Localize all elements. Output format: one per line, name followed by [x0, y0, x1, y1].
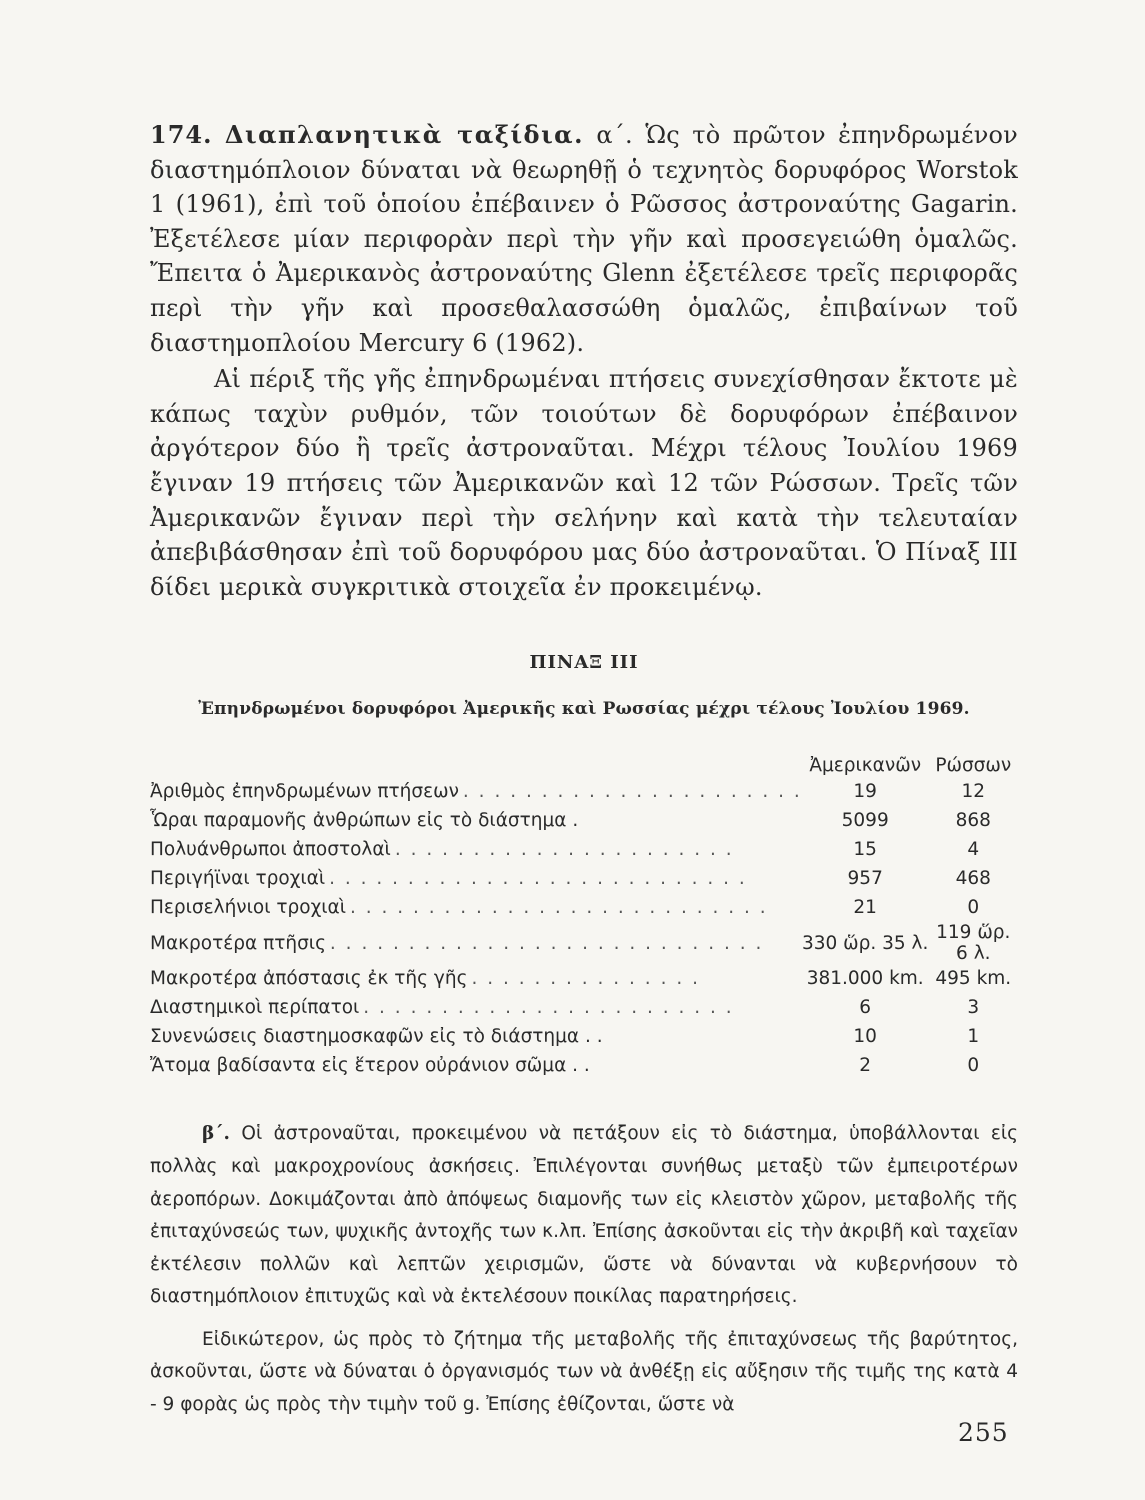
row-label: Ὧραι παραμονῆς ἀνθρώπων εἰς τὸ διάστημα .: [150, 810, 582, 831]
header-label-column: [150, 741, 802, 777]
table-row: [150, 993, 1018, 1022]
row-value-russians: 3: [967, 997, 980, 1019]
table-title: ΠΙΝΑΞ III: [529, 652, 639, 674]
row-label: Συνενώσεις διαστημοσκαφῶν εἰς τὸ διάστημα . .: [150, 1026, 607, 1047]
table-row: [150, 864, 1018, 893]
leader-dots: . . . . . . . . . . . . . . . . . . . . . .: [462, 781, 802, 803]
leader-dots: . . . . . . . . . . . . . . . . . . . . . . . . . . . .: [329, 932, 764, 954]
leader-dots: . . . . . . . . . . . . . . .: [471, 968, 700, 990]
section-174-paragraph-2: Αἱ πέριξ τῆς γῆς ἐπηνδρωμέναι πτήσεις συνεχίσθησαν ἔκτοτε μὲ κάπως ταχὺν ρυθμόν, τῶν τοιούτων δὲ δορυφόρων ἐπέβαινον ἀργότερον δύο ἢ τρεῖς ἀστροναῦται. Μέχρι τέλους Ἰουλίου 1969 ἔγιναν 19 πτήσεις τῶν Ἀμερικανῶν καὶ 12 τῶν Ρώσσων. Τρεῖς τῶν Ἀμερικανῶν ἔγιναν περὶ τὴν σελήνην καὶ κατὰ τὴν τελευταίαν ἀπεβιβάσθησαν ἐπὶ τοῦ δορυφόρου μας δύο ἀστροναῦται. Ὁ Πίναξ ΙΙΙ δίδει μερικὰ συγκριτικὰ στοιχεῖα ἐν προκειμένῳ.: [150, 365, 1018, 601]
row-label: Μακροτέρα ἀπόστασις ἐκ τῆς γῆς: [150, 968, 471, 989]
row-value-americans: 5099: [841, 810, 889, 832]
page-number: 255: [958, 1418, 1009, 1447]
leader-dots: . . . . . . . . . . . . . . . . . . . . . . . . . . .: [329, 868, 747, 890]
row-value-americans: 21: [853, 897, 877, 919]
section-title: Διαπλανητικὰ ταξίδια.: [224, 120, 585, 149]
comparison-table: [150, 741, 1018, 1080]
row-value-russians: 1: [967, 1026, 980, 1048]
subsection-paragraph-2: Εἰδικώτερον, ὡς πρὸς τὸ ζήτημα τῆς μεταβολῆς τῆς ἐπιταχύνσεως τῆς βαρύτητος, ἀσκοῦνται, ὥστε νὰ δύναται ὁ ὀργανισμός των νὰ ἀνθέξῃ εἰς αὔξησιν τῆς τιμῆς της κατὰ 4 - 9 φορὰς ὡς πρὸς τὴν τιμὴν τοῦ g. Ἐπίσης ἐθίζονται, ὥστε νὰ: [150, 1328, 1018, 1416]
page-content: [150, 118, 1018, 1422]
row-label: Περιγήϊναι τροχιαὶ: [150, 868, 329, 889]
row-value-americans: 2: [859, 1055, 872, 1077]
row-value-russians: 495 km.: [935, 968, 1012, 990]
table-caption: Ἐπηνδρωμένοι δορυφόροι Ἀμερικῆς καὶ Ρωσσίας μέχρι τέλους Ἰουλίου 1969.: [198, 699, 970, 720]
row-label: Ἄτομα βαδίσαντα εἰς ἕτερον οὐράνιον σῶμα . .: [150, 1055, 594, 1076]
header-russians: Ρώσσων: [935, 755, 1012, 777]
table-row: [150, 777, 1018, 806]
table-row: [150, 806, 1018, 835]
row-value-russians: 0: [967, 897, 980, 919]
section-paragraph-1-text: Ὡς τὸ πρῶτον ἐπηνδρωμένον διαστημόπλοιον δύναται νὰ θεωρηθῇ ὁ τεχνητὸς δορυφόρος Worstok 1 (1961), ἐπὶ τοῦ ὁποίου ἐπέβαινεν ὁ Ρῶσσος ἀστροναύτης Gagarin. Ἐξετέλεσε μίαν περιφορὰν περὶ τὴν γῆν καὶ προσεγειώθη ὁμαλῶς. Ἔπειτα ὁ Ἀμερικανὸς ἀστροναύτης Glenn ἐξετέλεσε τρεῖς περιφορᾶς περὶ τὴν γῆν καὶ προσεθαλασσώθη ὁμαλῶς, ἐπιβαίνων τοῦ διαστημοπλοίου Mercury 6 (1962).: [150, 121, 1018, 357]
section-number: 174.: [150, 120, 213, 149]
row-label: Μακροτέρα πτῆσις: [150, 933, 330, 954]
row-value-americans: 19: [853, 781, 877, 803]
row-value-americans: 957: [847, 868, 883, 890]
leader-dots: . . . . . . . . . . . . . . . . . . . . . . . .: [363, 997, 734, 1019]
subsection-label: β΄.: [202, 1123, 230, 1145]
table-row: [150, 893, 1018, 922]
section-174-paragraph-1: [150, 118, 1018, 360]
row-label: Διαστημικοὶ περίπατοι: [150, 997, 363, 1018]
row-value-americans: 6: [859, 997, 872, 1019]
row-value-americans: 15: [853, 839, 877, 861]
section-label: α΄.: [596, 121, 633, 149]
row-value-russians: 4: [967, 839, 980, 861]
row-value-russians: 119 ὥρ. 6 λ.: [936, 922, 1011, 965]
row-value-russians: 868: [955, 810, 991, 832]
subsection-paragraph-1: [150, 1118, 1018, 1314]
row-value-americans: 381.000 km.: [806, 968, 924, 990]
row-value-russians: 0: [967, 1055, 980, 1077]
header-americans: Ἀμερικανῶν: [809, 755, 922, 777]
row-value-americans: 330 ὥρ. 35 λ.: [801, 932, 929, 954]
subsection-paragraph-1-text: Οἱ ἀστροναῦται, προκειμένου νὰ πετάξουν εἰς τὸ διάστημα, ὑποβάλλονται εἰς πολλὰς καὶ μακροχρονίους ἀσκήσεις. Ἐπιλέγονται συνήθως μεταξὺ τῶν ἐμπειροτέρων ἀεροπόρων. Δοκιμάζονται ἀπὸ ἀπόψεως διαμονῆς των εἰς κλειστὸν χῶρον, μεταβολῆς τῆς ἐπιταχύνσεώς των, ψυχικῆς ἀντοχῆς των κ.λπ. Ἐπίσης ἀσκοῦνται εἰς τὴν ἀκριβῆ καὶ ταχεῖαν ἐκτέλεσιν πολλῶν καὶ λεπτῶν χειρισμῶν, ὥστε νὰ δύνανται νὰ κυβερνήσουν τὸ διαστημόπλοιον ἐπιτυχῶς καὶ νὰ ἐκτελέσουν ποικίλας παρατηρήσεις.: [150, 1123, 1018, 1308]
row-label: Περισελήνιοι τροχιαὶ: [150, 897, 350, 918]
row-value-americans: 10: [853, 1026, 877, 1048]
table-header-row: [150, 741, 1018, 777]
table-row: [150, 1051, 1018, 1080]
row-value-russians: 468: [955, 868, 991, 890]
table-row: [150, 964, 1018, 993]
table-row: [150, 922, 1018, 964]
leader-dots: . . . . . . . . . . . . . . . . . . . . . . . . . . .: [349, 897, 768, 919]
table-row: [150, 1022, 1018, 1051]
row-label: Πολυάνθρωποι ἀποστολαὶ: [150, 839, 395, 860]
table-row: [150, 835, 1018, 864]
row-label: Ἀριθμὸς ἐπηνδρωμένων πτήσεων: [150, 781, 463, 802]
leader-dots: . . . . . . . . . . . . . . . . . . . . . .: [394, 839, 734, 861]
row-value-russians: 12: [961, 781, 986, 803]
